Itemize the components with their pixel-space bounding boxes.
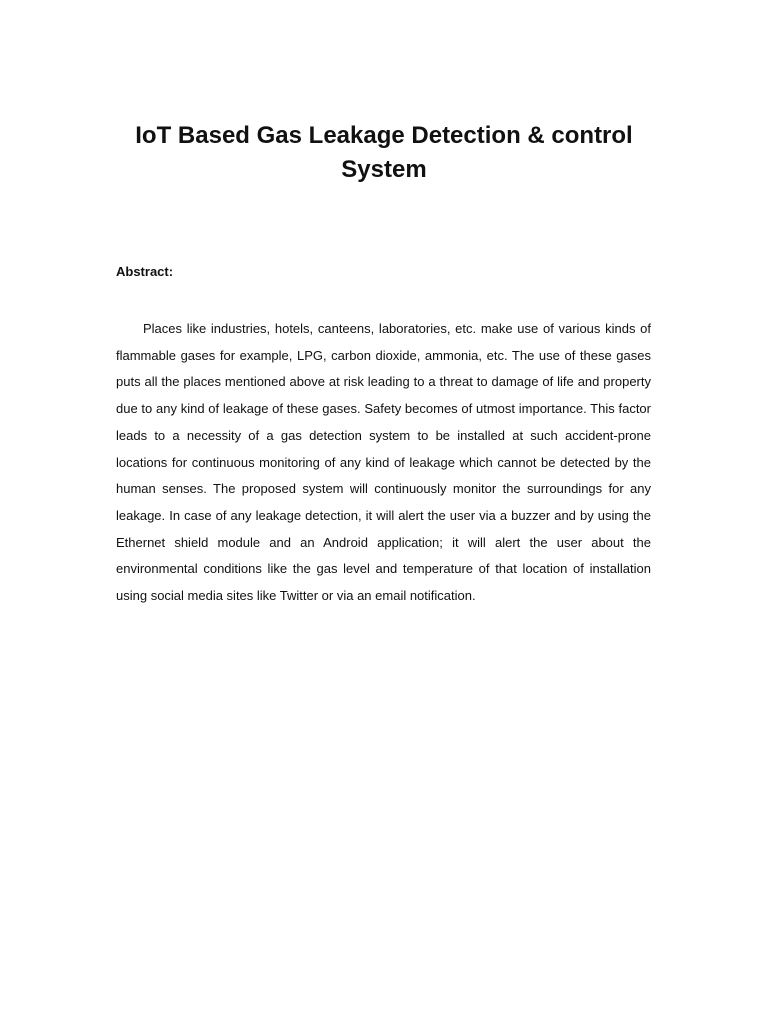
- abstract-paragraph: Places like industries, hotels, canteens, laboratories, etc. make use of various kinds of flammable gases for example, LPG, carbon dioxide, ammonia, etc. The use of these gases puts all the places mentioned above at risk leading to a threat to damage of life and property due to any kind of leakage of these gases. Safety becomes of utmost importance. This factor leads to a necessity of a gas detection system to be installed at such accident-prone locations for continuous monitoring of any kind of leakage which cannot be detected by the human senses. The proposed system will continuously monitor the surroundings for any leakage. In case of any leakage detection, it will alert the user via a buzzer and by using the Ethernet shield module and an Android application; it will alert the user about the environmental conditions like the gas level and temperature of that location of installation using social media sites like Twitter or via an email notification.: [116, 321, 651, 604]
- document-title: IoT Based Gas Leakage Detection & control System: [135, 122, 633, 183]
- abstract-heading: Abstract:: [116, 264, 174, 279]
